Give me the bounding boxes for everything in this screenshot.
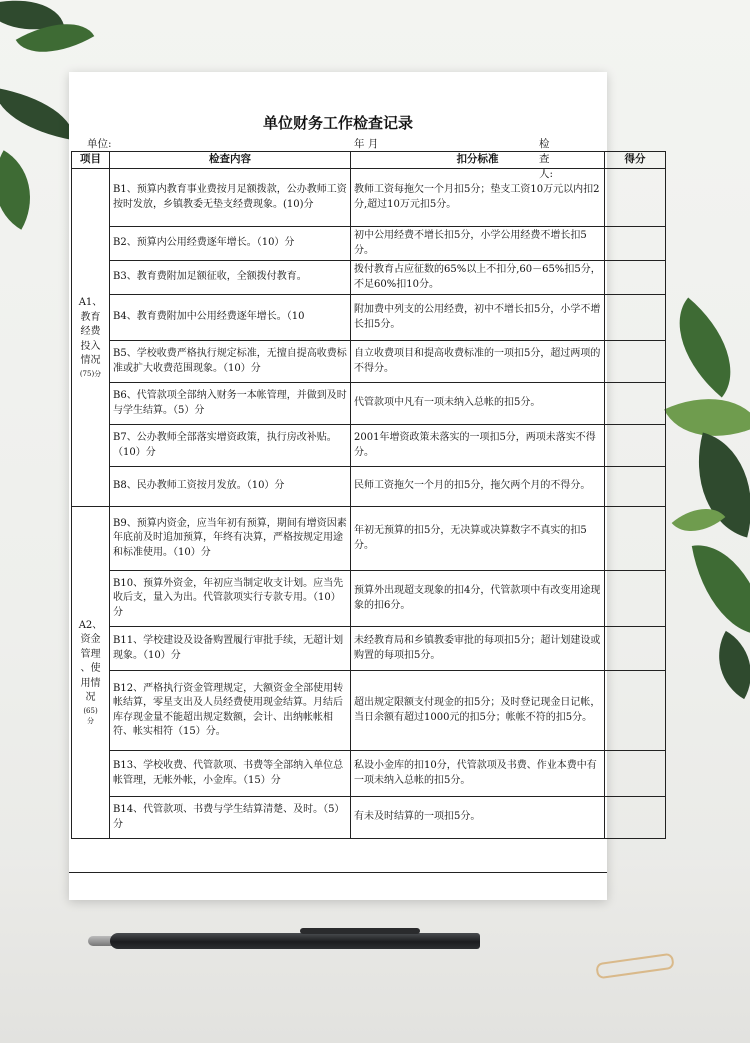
table-row [72, 751, 666, 797]
score-cell[interactable] [605, 507, 666, 571]
table-row [72, 261, 666, 295]
table-row [72, 341, 666, 383]
unit-label: 单位: [87, 138, 112, 150]
standard-cell: 自立收费项目和提高收费标准的一项扣5分，超过两项的不得分。 [351, 341, 605, 383]
score-cell[interactable] [605, 169, 666, 227]
score-cell[interactable] [605, 627, 666, 671]
content-cell: B8、民办教师工资按月发放。（10）分 [110, 467, 351, 507]
header-content: 检查内容 [110, 152, 351, 169]
standard-cell: 私设小金库的扣10分，代管款项及书费、作业本费中有一项未纳入总帐的扣5分。 [351, 751, 605, 797]
pen-clip [300, 928, 420, 934]
content-cell: B2、预算内公用经费逐年增长。（10）分 [110, 227, 351, 261]
category-line: 管理 [80, 648, 101, 660]
category-score-unit: 分 [87, 717, 94, 725]
score-cell[interactable] [605, 751, 666, 797]
standard-cell: 有未及时结算的一项扣5分。 [351, 797, 605, 839]
category-line: 教育 [80, 311, 101, 323]
table-row [72, 169, 666, 227]
plant-leaf [653, 298, 750, 398]
score-cell[interactable] [605, 425, 666, 467]
score-cell[interactable] [605, 797, 666, 839]
pen [110, 933, 480, 949]
score-cell[interactable] [605, 227, 666, 261]
content-cell: B5、学校收费严格执行规定标准，无擅自提高收费标准或扩大收费范围现象。（10）分 [110, 341, 351, 383]
standard-cell: 初中公用经费不增长扣5分，小学公用经费不增长扣5分。 [351, 227, 605, 261]
table-row [72, 227, 666, 261]
score-cell[interactable] [605, 261, 666, 295]
header-project: 项目 [72, 152, 110, 169]
category-line: 况 [85, 692, 96, 704]
standard-cell: 未经教育局和乡镇教委审批的每项扣5分；超计划建设或购置的每项扣5分。 [351, 627, 605, 671]
content-cell: B9、预算内资金，应当年初有预算，期间有增资因素年底前及时追加预算，年终有决算，严格按规定用途和标准使用。（10）分 [110, 507, 351, 571]
table-footer-space [69, 872, 607, 901]
score-cell[interactable] [605, 383, 666, 425]
standard-cell: 超出规定限额支付现金的扣5分；及时登记现金日记帐，当日余额有超过1000元的扣5分；帐帐不符的扣5分。 [351, 671, 605, 751]
table-row [72, 467, 666, 507]
content-cell: B14、代管款项、书费与学生结算清楚、及时。（5）分 [110, 797, 351, 839]
content-cell: B1、预算内教育事业费按月足额拨款，公办教师工资按时发放，乡镇教委无垫支经费现象。(10)分 [110, 169, 351, 227]
standard-cell: 2001年增资政策未落实的一项扣5分，两项未落实不得分。 [351, 425, 605, 467]
standard-cell: 代管款项中凡有一项未纳入总帐的扣5分。 [351, 383, 605, 425]
table-row [72, 671, 666, 751]
content-cell: B7、公办教师全部落实增资政策，执行房改补贴。（10）分 [110, 425, 351, 467]
table-row [72, 425, 666, 467]
inspector-label: 检查人: [539, 138, 554, 180]
score-cell[interactable] [605, 671, 666, 751]
table-row [72, 627, 666, 671]
header-score: 得分 [605, 152, 666, 169]
category-line: 经费 [80, 326, 101, 338]
plant-leaf [692, 536, 750, 645]
content-cell: B4、教育费附加中公用经费逐年增长。（10 [110, 295, 351, 341]
plant-leaf [0, 88, 80, 140]
header-standard: 扣分标准 [351, 152, 605, 169]
content-cell: B11、学校建设及设备购置履行审批手续，无超计划现象。（10）分 [110, 627, 351, 671]
category-line: 情况 [80, 355, 101, 367]
table-row [72, 295, 666, 341]
page-title: 单位财务工作检查记录 [262, 114, 413, 132]
plant-leaf [701, 631, 750, 699]
category-a1 [72, 169, 110, 507]
category-line: 用情 [80, 677, 101, 689]
content-cell: B12、严格执行资金管理规定，大额资金全部使用转帐结算，零星支出及人员经费使用现金结算。月结后库存现金量不能超出规定数额，会计、出纳帐帐相符、帐实相符（15）分。 [110, 671, 351, 751]
standard-cell: 附加费中列支的公用经费，初中不增长扣5分，小学不增长扣5分。 [351, 295, 605, 341]
document-page [69, 72, 646, 900]
category-line: 资金 [80, 634, 101, 646]
plant-leaf [0, 150, 51, 229]
score-cell[interactable] [605, 571, 666, 627]
standard-cell: 民师工资拖欠一个月的扣5分，拖欠两个月的不得分。 [351, 467, 605, 507]
category-line: A2、 [78, 619, 103, 631]
category-line: A1、 [78, 297, 103, 309]
standard-cell: 预算外出现超支现象的扣4分，代管款项中有改变用途现象的扣6分。 [351, 571, 605, 627]
content-cell: B13、学校收费、代管款项、书费等全部纳入单位总帐管理，无帐外帐，小金库。（15）分 [110, 751, 351, 797]
standard-cell: 教师工资每拖欠一个月扣5分；垫支工资10万元以内扣2分,超过10万元扣5分。 [351, 169, 605, 227]
date-label: 年 月 [354, 138, 379, 150]
score-cell[interactable] [605, 341, 666, 383]
inspection-table [71, 151, 666, 839]
table-row [72, 383, 666, 425]
standard-cell: 拨付教育占应征数的65%以上不扣分,60－65%扣5分，不足60%扣10分。 [351, 261, 605, 295]
category-line: 投入 [80, 340, 101, 352]
category-a2 [72, 507, 110, 839]
table-row [72, 507, 666, 571]
table-row [72, 571, 666, 627]
content-cell: B6、代管款项全部纳入财务一本帐管理，并做到及时与学生结算。（5）分 [110, 383, 351, 425]
table-row [72, 797, 666, 839]
score-cell[interactable] [605, 295, 666, 341]
content-cell: B10、预算外资金，年初应当制定收支计划。应当先收后支，量入为出。代管款项实行专款专用。（10）分 [110, 571, 351, 627]
category-line: 、使 [80, 663, 101, 675]
score-cell[interactable] [605, 467, 666, 507]
content-cell: B3、教育费附加足额征收，全额拨付教育。 [110, 261, 351, 295]
standard-cell: 年初无预算的扣5分，无决算或决算数字不真实的扣5分。 [351, 507, 605, 571]
category-score: (65) [83, 706, 98, 715]
category-score: (75)分 [79, 369, 102, 378]
table-header-row [72, 152, 666, 169]
